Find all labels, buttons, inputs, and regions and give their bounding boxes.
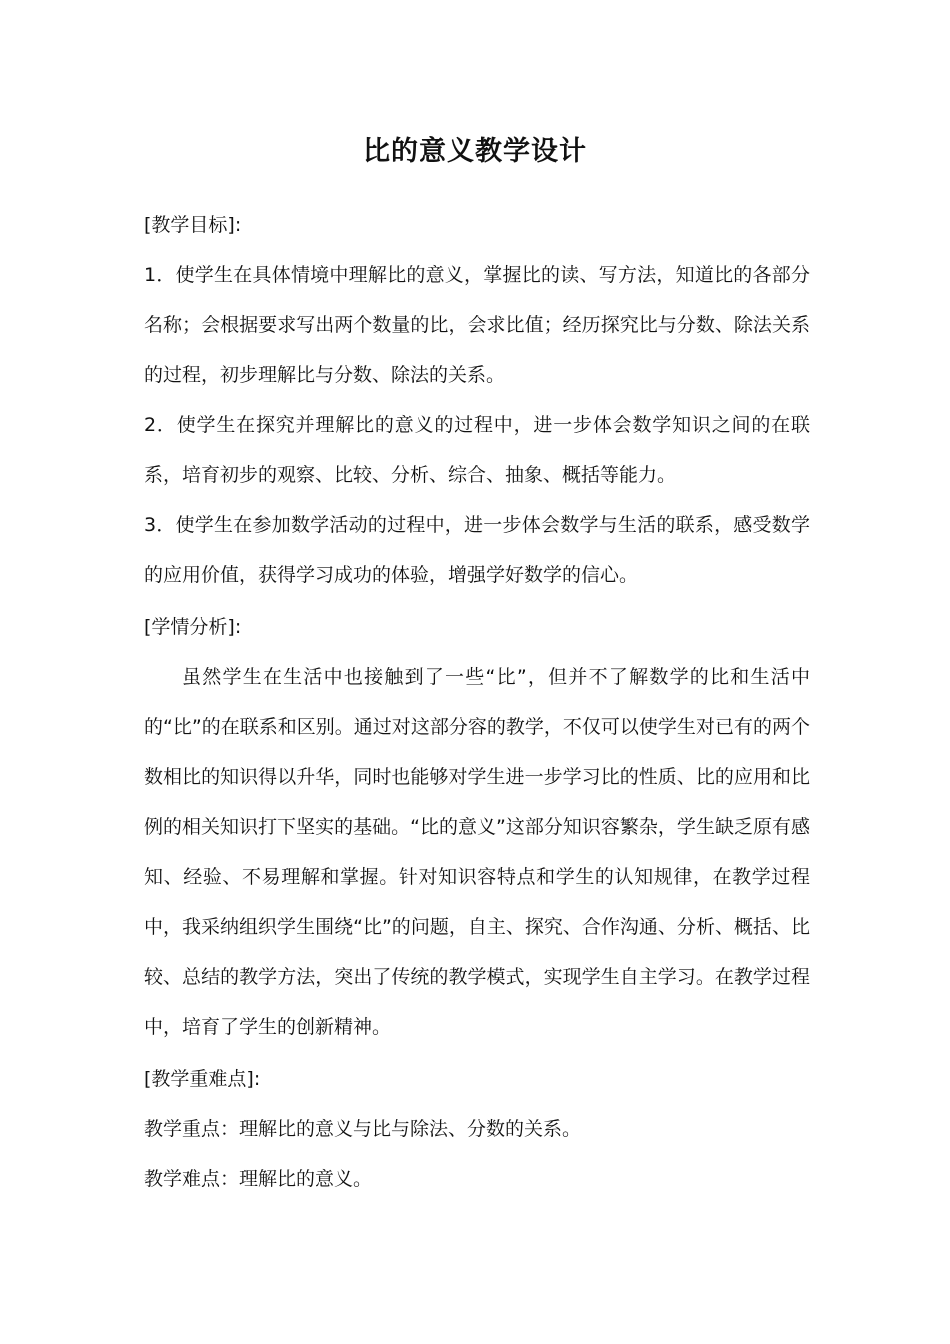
- objective-item-3: 3．使学生在参加数学活动的过程中，进一步体会数学与生活的联系，感受数学的应用价值，获得学习成功的体验，增强学好数学的信心。: [144, 514, 810, 586]
- teaching-focus: 教学重点：理解比的意义与比与除法、分数的关系。: [144, 1118, 582, 1140]
- objectives-heading: [教学目标]:: [144, 214, 242, 236]
- document-body: [144, 200, 810, 1204]
- document-title: 比的意义教学设计: [363, 136, 587, 167]
- analysis-paragraph: 虽然学生在生活中也接触到了一些“比”，但并不了解数学的比和生活中的“比”的在联系和区别。通过对这部分容的教学，不仅可以使学生对已有的两个数相比的知识得以升华，同时也能够对学生进一步学习比的性质、比的应用和比例的相关知识打下坚实的基础。“比的意义”这部分知识容繁杂，学生缺乏原有感知、经验、不易理解和掌握。针对知识容特点和学生的认知规律，在教学过程中，我采纳组织学生围绕“比”的问题，自主、探究、合作沟通、分析、概括、比较、总结的教学方法，突出了传统的教学模式，实现学生自主学习。在教学过程中，培育了学生的创新精神。: [144, 666, 810, 1038]
- key-points-heading: [教学重难点]:: [144, 1068, 261, 1090]
- objective-item-1: 1．使学生在具体情境中理解比的意义，掌握比的读、写方法，知道比的各部分名称；会根据要求写出两个数量的比，会求比值；经历探究比与分数、除法关系的过程，初步理解比与分数、除法的关系。: [144, 264, 810, 386]
- analysis-heading: [学情分析]:: [144, 616, 242, 638]
- teaching-difficulty: 教学难点：理解比的意义。: [144, 1168, 373, 1190]
- objective-item-2: 2．使学生在探究并理解比的意义的过程中，进一步体会数学知识之间的在联系，培育初步的观察、比较、分析、综合、抽象、概括等能力。: [144, 414, 810, 486]
